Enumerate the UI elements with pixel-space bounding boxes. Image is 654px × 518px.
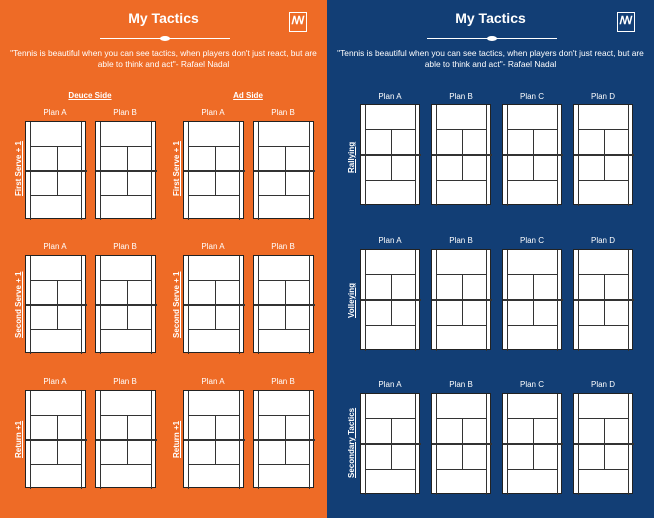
plan-label: Plan D <box>590 380 615 389</box>
court-line <box>578 469 629 470</box>
tennis-court-diagram <box>360 393 420 494</box>
court-line <box>30 464 82 465</box>
plan-label: Plan A <box>201 108 225 117</box>
court-line <box>578 325 629 326</box>
deuce-side-heading: Deuce Side <box>68 91 112 100</box>
plan-label: Plan A <box>43 242 67 251</box>
court-line <box>361 154 421 156</box>
court-line <box>188 464 240 465</box>
court-line <box>361 443 421 445</box>
row-label: Volleying <box>347 283 356 318</box>
plan-label: Plan A <box>43 108 67 117</box>
page-title: My Tactics <box>455 10 526 26</box>
row-label: Secondary Tactics <box>347 407 356 478</box>
plan-label: Plan C <box>519 236 544 245</box>
court-line <box>96 439 157 441</box>
court-line <box>365 180 416 181</box>
row-label: Second Serve + 1 <box>14 271 23 338</box>
court-line <box>184 304 245 306</box>
plan-label: Plan A <box>378 92 402 101</box>
court-line <box>578 180 629 181</box>
court-line <box>365 469 416 470</box>
plan-label: Plan B <box>113 242 137 251</box>
court-line <box>254 170 315 172</box>
plan-label: Plan A <box>378 236 402 245</box>
plan-label: Plan D <box>590 236 615 245</box>
court-line <box>628 394 629 495</box>
tennis-court-diagram <box>183 121 244 219</box>
tennis-court-diagram <box>253 121 314 219</box>
court-line <box>26 170 87 172</box>
court-line <box>507 469 558 470</box>
tennis-court-diagram <box>183 390 244 488</box>
court-line <box>100 146 152 147</box>
court-line <box>557 394 558 495</box>
tennis-court-diagram <box>25 390 86 488</box>
tennis-court-diagram <box>573 249 633 350</box>
ad-side-heading: Ad Side <box>233 91 263 100</box>
court-line <box>436 105 437 206</box>
tennis-court-diagram <box>502 249 562 350</box>
court-line <box>503 154 563 156</box>
court-line <box>628 105 629 206</box>
plan-label: Plan A <box>201 377 225 386</box>
plan-label: Plan C <box>519 380 544 389</box>
court-line <box>486 250 487 351</box>
court-line <box>188 146 240 147</box>
plan-label: Plan A <box>43 377 67 386</box>
row-label: Rallying <box>347 141 356 173</box>
tennis-court-diagram <box>360 249 420 350</box>
tennis-court-logo-icon: ꟿ <box>289 12 307 32</box>
tennis-court-diagram <box>25 255 86 353</box>
court-line <box>361 299 421 301</box>
tennis-court-diagram <box>573 393 633 494</box>
court-line <box>432 443 492 445</box>
court-line <box>100 329 152 330</box>
court-line <box>26 304 87 306</box>
tennis-court-diagram <box>502 393 562 494</box>
court-line <box>436 325 487 326</box>
court-line <box>415 105 416 206</box>
title-divider <box>100 38 230 40</box>
court-line <box>365 325 416 326</box>
tennis-court-diagram <box>431 393 491 494</box>
tennis-court-diagram <box>431 104 491 205</box>
court-line <box>574 299 634 301</box>
row-label: First Serve + 1 <box>14 141 23 196</box>
court-line <box>507 325 558 326</box>
court-line <box>436 180 487 181</box>
court-line <box>30 415 82 416</box>
quote: "Tennis is beautiful when you can see tactics, when players don't just react, but are able to think and act"- Rafael Nadal <box>10 48 317 69</box>
plan-label: Plan B <box>449 92 473 101</box>
court-line <box>258 195 310 196</box>
plan-label: Plan B <box>449 380 473 389</box>
plan-label: Plan B <box>271 108 295 117</box>
plan-label: Plan B <box>113 377 137 386</box>
court-line <box>100 464 152 465</box>
tennis-court-diagram <box>502 104 562 205</box>
court-line <box>365 250 366 351</box>
court-line <box>184 439 245 441</box>
court-line <box>574 154 634 156</box>
plan-label: Plan B <box>271 377 295 386</box>
tennis-court-diagram <box>95 121 156 219</box>
court-line <box>578 250 579 351</box>
tennis-court-diagram <box>360 104 420 205</box>
court-line <box>578 105 579 206</box>
right-panel <box>327 0 654 518</box>
court-line <box>507 394 508 495</box>
row-label: Return +1 <box>172 420 181 458</box>
plan-label: Plan B <box>271 242 295 251</box>
quote: "Tennis is beautiful when you can see tactics, when players don't just react, but are able to think and act"- Rafael Nadal <box>337 48 644 69</box>
row-label: Second Serve + 1 <box>172 271 181 338</box>
court-line <box>507 105 508 206</box>
court-line <box>96 304 157 306</box>
court-line <box>415 394 416 495</box>
page-title: My Tactics <box>128 10 199 26</box>
court-line <box>30 280 82 281</box>
court-line <box>507 250 508 351</box>
row-label: Return +1 <box>14 420 23 458</box>
plan-label: Plan C <box>519 92 544 101</box>
court-line <box>365 105 366 206</box>
court-line <box>557 250 558 351</box>
court-line <box>184 170 245 172</box>
court-line <box>415 250 416 351</box>
court-line <box>436 394 437 495</box>
court-line <box>258 464 310 465</box>
plan-label: Plan D <box>590 92 615 101</box>
tennis-court-diagram <box>253 255 314 353</box>
court-line <box>365 394 366 495</box>
row-label: First Serve + 1 <box>172 141 181 196</box>
court-line <box>188 415 240 416</box>
court-line <box>432 154 492 156</box>
plan-label: Plan A <box>378 380 402 389</box>
tennis-court-diagram <box>573 104 633 205</box>
court-line <box>100 280 152 281</box>
court-line <box>258 329 310 330</box>
court-line <box>188 195 240 196</box>
court-line <box>574 443 634 445</box>
court-line <box>507 180 558 181</box>
court-line <box>486 105 487 206</box>
tennis-court-diagram <box>95 255 156 353</box>
tennis-court-diagram <box>95 390 156 488</box>
tennis-court-diagram <box>253 390 314 488</box>
court-line <box>96 170 157 172</box>
tennis-court-logo-icon: ꟿ <box>617 12 635 32</box>
court-line <box>486 394 487 495</box>
court-line <box>578 394 579 495</box>
title-divider <box>427 38 557 40</box>
court-line <box>30 329 82 330</box>
court-line <box>100 415 152 416</box>
court-line <box>628 250 629 351</box>
court-line <box>258 415 310 416</box>
court-line <box>503 299 563 301</box>
tennis-court-diagram <box>431 249 491 350</box>
plan-label: Plan B <box>113 108 137 117</box>
court-line <box>254 439 315 441</box>
tennis-court-diagram <box>183 255 244 353</box>
court-line <box>436 469 487 470</box>
court-line <box>503 443 563 445</box>
plan-label: Plan B <box>449 236 473 245</box>
court-line <box>30 195 82 196</box>
court-line <box>258 280 310 281</box>
court-line <box>26 439 87 441</box>
plan-label: Plan A <box>201 242 225 251</box>
court-line <box>436 250 437 351</box>
court-line <box>100 195 152 196</box>
court-line <box>188 280 240 281</box>
court-line <box>30 146 82 147</box>
court-line <box>258 146 310 147</box>
court-line <box>254 304 315 306</box>
court-line <box>432 299 492 301</box>
tennis-court-diagram <box>25 121 86 219</box>
court-line <box>188 329 240 330</box>
court-line <box>557 105 558 206</box>
